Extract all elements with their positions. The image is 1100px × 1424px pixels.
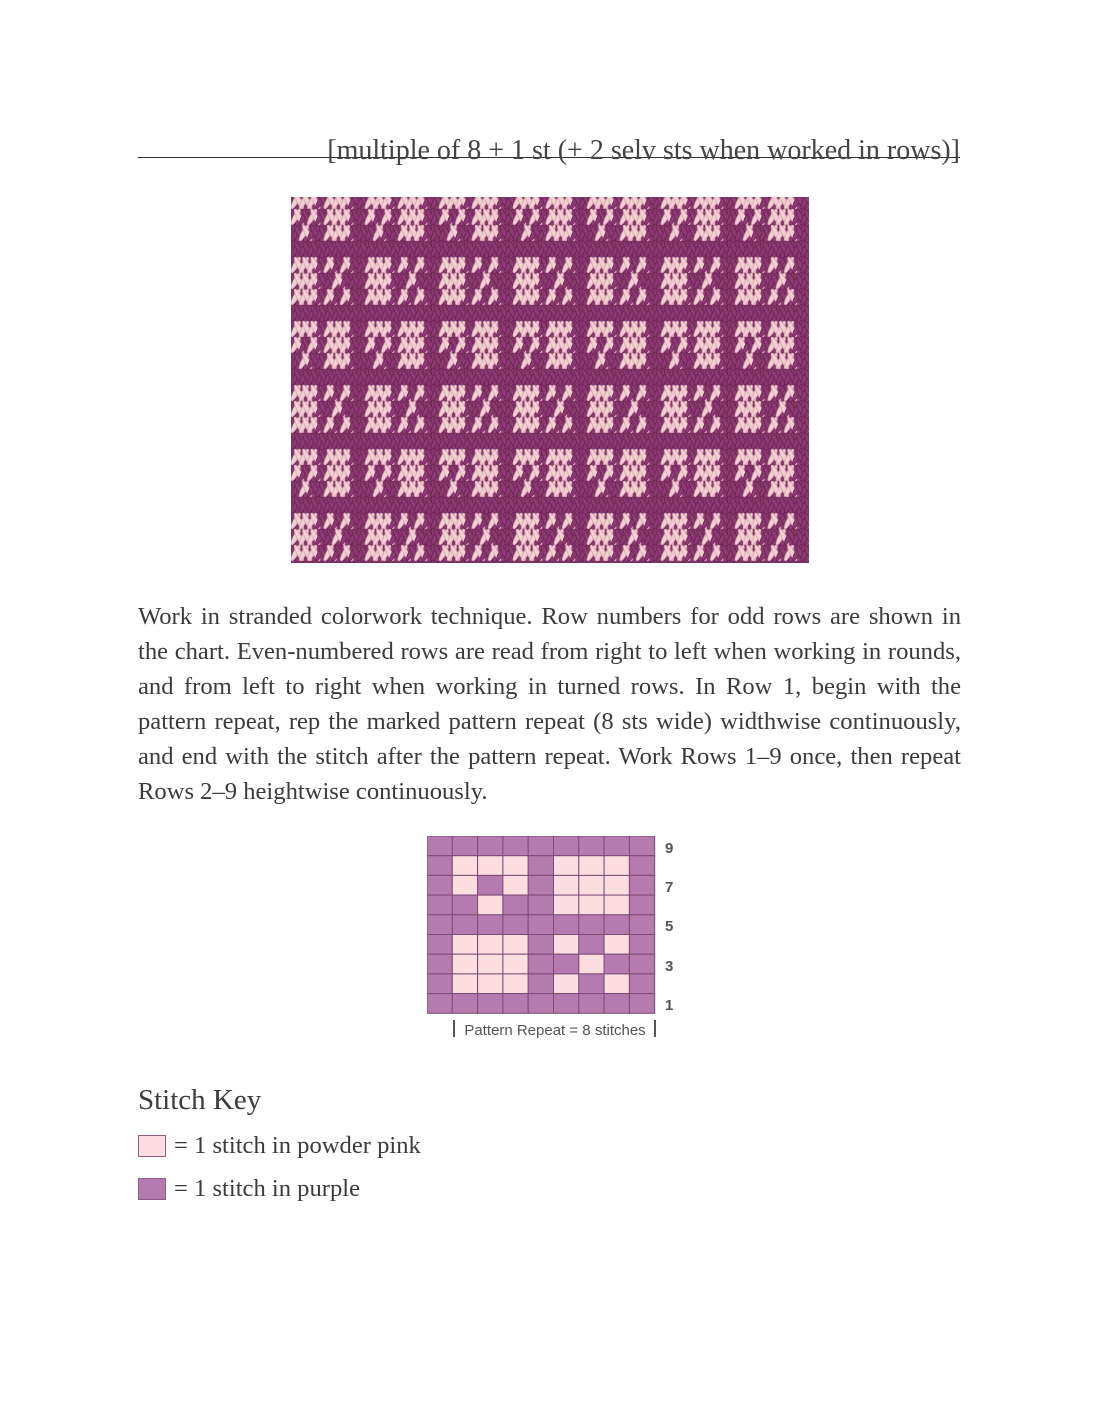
chart-cell-purple <box>528 935 553 955</box>
chart-cell-purple <box>452 836 477 856</box>
chart-cell-purple <box>528 836 553 856</box>
row-label-5: 5 <box>665 918 674 935</box>
chart-cell-pink <box>554 935 579 955</box>
chart-cell-pink <box>604 856 629 876</box>
chart-cell-purple <box>604 954 629 974</box>
chart-cell-pink <box>554 856 579 876</box>
chart-cell-pink <box>579 954 604 974</box>
chart-cell-purple <box>427 836 452 856</box>
chart-cell-purple <box>528 895 553 915</box>
chart-cells <box>427 836 655 1013</box>
chart-cell-pink <box>452 954 477 974</box>
chart-cell-purple <box>629 875 654 895</box>
chart-cell-purple <box>528 856 553 876</box>
chart-cell-pink <box>503 856 528 876</box>
chart-cell-purple <box>604 915 629 935</box>
chart-cell-purple <box>528 915 553 935</box>
chart-cell-purple <box>629 974 654 994</box>
chart-cell-pink <box>604 935 629 955</box>
chart-cell-purple <box>503 915 528 935</box>
chart-cell-purple <box>528 994 553 1014</box>
chart-cell-pink <box>554 974 579 994</box>
chart-cell-purple <box>503 895 528 915</box>
chart-cell-purple <box>452 994 477 1014</box>
chart-cell-purple <box>503 836 528 856</box>
chart-cell-purple <box>427 935 452 955</box>
chart-cell-purple <box>629 856 654 876</box>
chart-cell-purple <box>579 935 604 955</box>
row-label-3: 3 <box>665 958 674 975</box>
chart-cell-purple <box>554 836 579 856</box>
chart-cell-pink <box>478 935 503 955</box>
chart-cell-purple <box>528 974 553 994</box>
row-label-1: 1 <box>665 997 674 1014</box>
stitch-key-label-pink: = 1 stitch in powder pink <box>174 1132 421 1159</box>
chart-cell-purple <box>554 954 579 974</box>
chart-cell-purple <box>629 915 654 935</box>
pattern-multiple-text: [multiple of 8 + 1 st (+ 2 selv sts when worked in rows)] <box>327 135 960 166</box>
pink-swatch-icon <box>138 1135 166 1157</box>
chart-grid <box>427 836 677 1046</box>
chart-cell-purple <box>503 994 528 1014</box>
colorwork-chart <box>427 836 677 1046</box>
chart-cell-purple <box>579 994 604 1014</box>
chart-cell-purple <box>427 895 452 915</box>
chart-cell-purple <box>427 994 452 1014</box>
chart-cell-pink <box>503 974 528 994</box>
chart-cell-purple <box>427 974 452 994</box>
chart-cell-pink <box>452 856 477 876</box>
chart-cell-purple <box>554 994 579 1014</box>
knit-swatch-photo <box>291 197 809 563</box>
chart-cell-purple <box>629 994 654 1014</box>
stitch-key-title: Stitch Key <box>138 1084 262 1116</box>
chart-cell-pink <box>579 856 604 876</box>
chart-cell-purple <box>478 915 503 935</box>
chart-cell-pink <box>478 974 503 994</box>
chart-cell-purple <box>554 915 579 935</box>
chart-cell-pink <box>452 875 477 895</box>
chart-cell-pink <box>478 895 503 915</box>
chart-cell-pink <box>503 935 528 955</box>
chart-cell-purple <box>629 895 654 915</box>
chart-cell-purple <box>579 836 604 856</box>
stitch-key-item-pink <box>138 1131 421 1161</box>
chart-cell-purple <box>452 895 477 915</box>
chart-cell-purple <box>528 875 553 895</box>
chart-cell-pink <box>554 875 579 895</box>
chart-cell-pink <box>452 935 477 955</box>
chart-cell-purple <box>604 994 629 1014</box>
chart-cell-pink <box>503 954 528 974</box>
chart-cell-purple <box>629 836 654 856</box>
chart-cell-pink <box>604 875 629 895</box>
chart-cell-pink <box>503 875 528 895</box>
swatch-illustration <box>291 197 809 563</box>
row-label-9: 9 <box>665 840 674 857</box>
chart-cell-purple <box>629 954 654 974</box>
chart-cell-pink <box>452 974 477 994</box>
chart-cell-pink <box>604 895 629 915</box>
chart-cell-purple <box>427 915 452 935</box>
purple-swatch-icon <box>138 1178 166 1200</box>
chart-cell-pink <box>478 954 503 974</box>
chart-cell-pink <box>579 875 604 895</box>
instructions-paragraph: Work in stranded colorwork technique. Row numbers for odd rows are shown in the chart. Even-numbered rows are read from right to left when working in rounds, and from left to right when working in turned rows. In Row 1, begin with the pattern repeat, rep the marked pattern repeat (8 sts wide) widthwise continuously, and end with the stitch after the pattern repeat. Work Rows 1–9 once, then repeat Rows 2–9 heightwise continuously. <box>138 603 961 805</box>
chart-cell-pink <box>554 895 579 915</box>
chart-cell-pink <box>478 856 503 876</box>
chart-cell-pink <box>579 895 604 915</box>
stitch-key-label-purple: = 1 stitch in purple <box>174 1175 361 1202</box>
chart-cell-purple <box>427 954 452 974</box>
chart-cell-purple <box>579 974 604 994</box>
pattern-repeat-label: Pattern Repeat = 8 stitches <box>464 1022 646 1039</box>
chart-cell-purple <box>604 836 629 856</box>
chart-cell-purple <box>427 875 452 895</box>
chart-cell-purple <box>452 915 477 935</box>
chart-cell-pink <box>604 974 629 994</box>
chart-cell-purple <box>478 875 503 895</box>
chart-cell-purple <box>427 856 452 876</box>
chart-cell-purple <box>478 994 503 1014</box>
stitch-key-item-purple <box>138 1174 360 1204</box>
chart-cell-purple <box>579 915 604 935</box>
chart-cell-purple <box>478 836 503 856</box>
chart-cell-purple <box>629 935 654 955</box>
row-labels <box>665 840 673 1014</box>
row-label-7: 7 <box>665 879 674 896</box>
chart-cell-purple <box>528 954 553 974</box>
